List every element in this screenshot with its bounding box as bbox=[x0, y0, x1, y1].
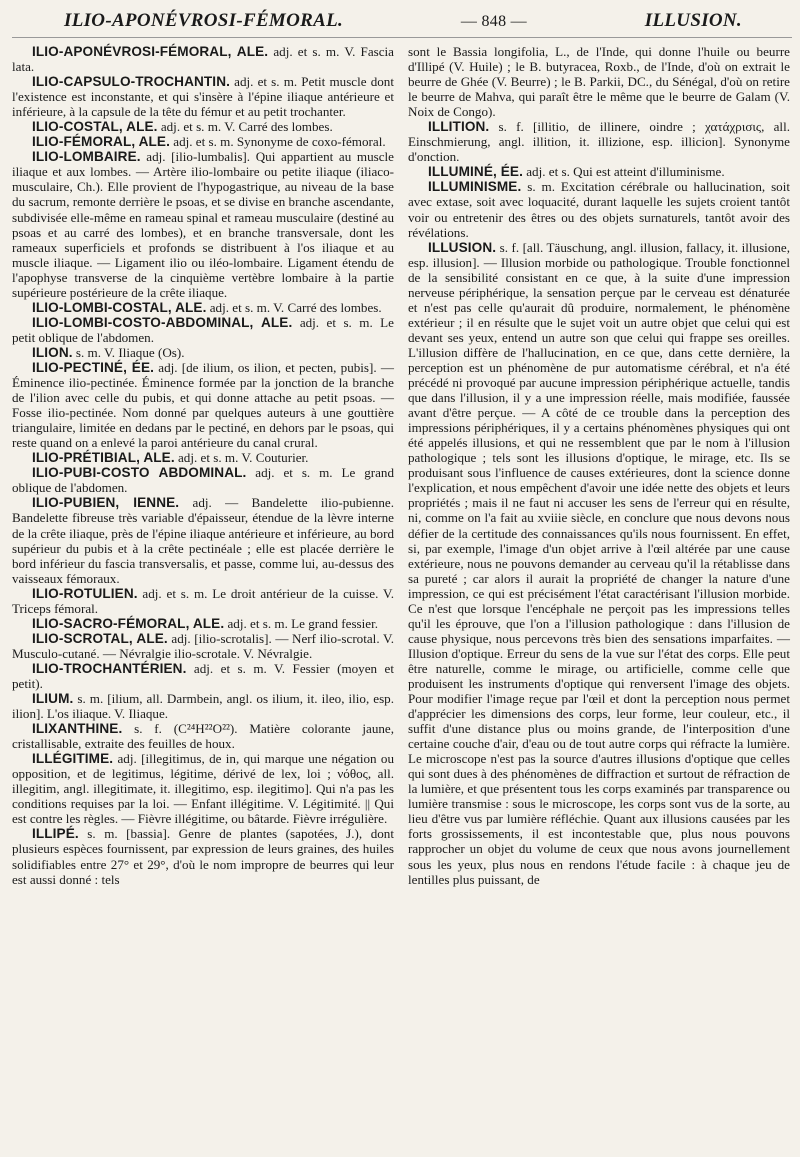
dictionary-entry bbox=[12, 450, 394, 465]
dictionary-entry bbox=[408, 44, 790, 119]
dictionary-entry bbox=[408, 240, 790, 887]
dictionary-entry bbox=[12, 300, 394, 315]
dictionary-entry bbox=[12, 751, 394, 826]
header-left-title: ILIO-APONÉVROSI-FÉMORAL. bbox=[64, 10, 344, 31]
entry-headword: ILLUMINISME. bbox=[428, 179, 522, 195]
entry-headword: ILIO-PRÉTIBIAL, ALE. bbox=[32, 450, 175, 466]
entry-text: adj. [de ilium, os ilion, et pecten, pubis]. — Éminence ilio-pectinée. Éminence formée par la jonction de la branche de l'ilion avec celle du pubis, et qui donne attache au petit psoas. — Fosse ilio-pectinée. Nom donné par quelques auteurs à une gouttière triangulaire, limitée en dedans par le pectiné, en dehors par le psoas, qui reste quand on a enlevé la paroi antérieure du canal crural. bbox=[12, 359, 394, 451]
dictionary-entry bbox=[12, 119, 394, 134]
dictionary-entry bbox=[12, 691, 394, 721]
entry-text: adj. et s. m. V. Carré des lombes. bbox=[206, 299, 382, 315]
entry-text: s. f. [illitio, de illinere, oindre ; χατάχρισις, all. Einschmierung, angl. illition, it. illizione, esp. illicion]. Synonyme d'onction. bbox=[408, 119, 790, 165]
entry-headword: ILIO-SCROTAL, ALE. bbox=[32, 630, 168, 646]
dictionary-entry bbox=[408, 179, 790, 239]
entry-text: adj. [illegitimus, de in, qui marque une négation ou opposition, et de legitimus, légitime, dérivé de lex, loi ; νόθος, all. illegitim, angl. illegitimate, it. illegitimo, esp. ilegitimo]. Qui n'a pas les conditions requises par la loi. — Enfant illégitime. V. Légitimité. || Qui est contre les règles. — Fièvre illégitime, ou bâtarde. Fièvre irrégulière. bbox=[12, 751, 394, 827]
entry-text: s. m. V. Iliaque (Os). bbox=[72, 344, 185, 360]
dictionary-entry bbox=[12, 149, 394, 299]
text-columns bbox=[12, 44, 792, 887]
entry-text: adj. et s. m. V. Fessier (moyen et petit). bbox=[12, 660, 394, 691]
entry-text: s. m. Excitation cérébrale ou hallucination, soit avec extase, soit avec loquacité, durant laquelle les sujets croient tantôt voir ou entretenir des êtres ou des objets surnaturels, tantôt avoir des révélations. bbox=[408, 179, 790, 240]
header-right-title: ILLUSION. bbox=[644, 10, 742, 31]
entry-text: s. m. [ilium, all. Darmbein, angl. os ilium, it. ileo, ilio, esp. ilion]. L'os iliaque. V. Iliaque. bbox=[12, 691, 394, 722]
entry-headword: ILLIPÉ. bbox=[32, 826, 79, 842]
dictionary-entry bbox=[12, 360, 394, 450]
entry-headword: ILLITION. bbox=[428, 119, 490, 135]
entry-text: adj. et s. m. V. Carré des lombes. bbox=[157, 119, 333, 135]
entry-text: adj. et s. Qui est atteint d'illuminisme. bbox=[522, 164, 725, 180]
entry-headword: ILIO-COSTAL, ALE. bbox=[32, 119, 158, 135]
dictionary-entry bbox=[12, 826, 394, 886]
entry-text: s. f. (C²⁴H²²O²²). Matière colorante jaune, cristallisable, extraite des feuilles de houx. bbox=[12, 721, 394, 752]
dictionary-entry bbox=[12, 345, 394, 360]
entry-headword: ILIO-LOMBAIRE. bbox=[32, 149, 141, 165]
entry-text: s. m. [bassia]. Genre de plantes (sapotées, J.), dont plusieurs espèces fournissent, par expression de leurs graines, des huiles solidifiables entre 27° et 29°, d'où le nom impropre de beurres qui leur est aussi donné : tels bbox=[12, 826, 394, 887]
entry-headword: ILIO-PUBI-COSTO ABDOMINAL. bbox=[32, 465, 247, 481]
entry-text: adj. et s. m. Le grand oblique de l'abdomen. bbox=[12, 465, 395, 496]
entry-text: s. f. [all. Täuschung, angl. illusion, fallacy, it. illusione, esp. illusion]. — Illusion morbide ou pathologique. Trouble fonctionnel de la sensibilité consistant en ce que, à la suite d'une impression nerveuse périphérique, la sensation perçue par le cerveau est dénaturée et n'est pas celle qu'aurait dû produire, normalement, le phénomène extérieur ; il en résulte que le sujet voit un autre objet que celui qui est devant ses yeux, entend un autre son que celui qui frappe ses oreilles. L'illusion diffère de l'hallucination, en ce que, dans cette dernière, la perception est un phénomène de pur automatisme cérébral, et n'a été précédé ni provoqué par aucune impression périphérique actuelle, tandis que dans l'illusion, il y a une impression réelle, mais modifiée, faussée avant d'être perçue. — A côté de ce trouble dans la perception des impressions périphériques, il y a certains phénomènes physiques qui ont été appelés illusions, et qui ne ressemblent que par le nom à l'illusion pathologique ; tels sont les illusions d'optique, le mirage, etc. Ils se produisant sous l'influence de causes extérieures, dont la science donne l'explication, et nous empêchent d'avoir une idée nette des objets et leurs propriétés ; mais il ne faut ni accuser les sens de l'erreur qui en résulte, ni, comme on l'a fait au xviiie siècle, en conclure que nous devons nous défier de la certitude des connaissances qu'ils nous fournissent. En effet, si, par exemple, l'image d'un objet arrive à l'œil altérée par une cause extérieure, nous ne pouvons demander au cerveau qu'il la rétablisse dans sa pureté ; car alors il aurait la propriété de changer la nature d'une impression, ce qui est précisément l'état caractérisant l'illusion morbide. Ce n'est que lorsque l'encéphale ne perçoit pas les impressions telles qu'il les éprouve, que l'on a l'illusion pathologique : dans l'illusion de cause physique, nous percevons très bien des sensations imparfaites. — Illusion d'optique. Erreur du sens de la vue sur l'état des corps. Elle peut être naturelle, comme le mirage, ou artificielle, comme celle que produisent les instruments d'optique qui renversent l'image des objets. Pour modifier l'image reçue par l'œil et dont la perception nous permet d'apprécier les dimensions des corps, leur forme, leur couleur, etc., il suffit d'une distance plus ou moins grande, de l'interposition d'une certaine couche d'air, d'eau ou de tout autre corps qui réfracte la lumière. Le microscope n'est pas la source d'autres illusions d'optique que celles qui sont dues à des phénomènes de diffraction et surtout de réfraction de la lumière, et que présentent tous les corps examinés par transparence ou lumière transmise : sous le microscope, les corps sont vus de la sorte, au lieu d'être vus par lumière réfléchie. Quant aux illusions causées par les forts grossissements, il est incontestable que, plus nous pouvons rapprocher un objet du volume de ceux que nous avons journellement sous les yeux, plus nous en rendons l'étude facile : à chaque jeu de lentilles plus puissant, de bbox=[408, 239, 790, 887]
dictionary-entry bbox=[12, 134, 394, 149]
entry-text: adj. et s. m. Synonyme de coxo-fémoral. bbox=[169, 134, 386, 150]
entry-text: adj. et s. m. Le petit oblique de l'abdomen. bbox=[12, 314, 394, 345]
entry-headword: ILLUSION. bbox=[428, 239, 497, 255]
dictionary-entry bbox=[12, 44, 394, 74]
entry-text: adj. et s. m. Le droit antérieur de la cuisse. V. Triceps fémoral. bbox=[12, 585, 394, 616]
dictionary-entry bbox=[12, 586, 394, 616]
page-number: — 848 — bbox=[460, 13, 527, 30]
right-column bbox=[408, 44, 790, 887]
dictionary-entry bbox=[408, 119, 790, 164]
dictionary-entry bbox=[12, 631, 394, 661]
entry-headword: ILIO-LOMBI-COSTAL, ALE. bbox=[32, 299, 207, 315]
dictionary-entry bbox=[408, 164, 790, 179]
entry-text: adj. et s. m. Petit muscle dont l'existence est inconstante, et qui s'insère à l'épine iliaque antérieure et inférieure, à la capsule de la tête du fémur et au petit trochanter. bbox=[12, 74, 394, 120]
entry-headword: ILIO-CAPSULO-TROCHANTIN. bbox=[32, 74, 230, 90]
dictionary-entry bbox=[12, 495, 394, 585]
entry-text: adj. [ilio-lumbalis]. Qui appartient au muscle iliaque et aux lombes. — Artère ilio-lombaire ou petite iliaque (iliaco-musculaire, Ch.). Elle provient de l'hypogastrique, au niveau de la base du sacrum, remonte derrière le psoas, et se divise en branche ascendante, subdivisée elle-même en rameau spinal et rameau musculaire (destiné au psoas et au carré des lombes), et en branche transversale, dont les rameaux superficiels et profonds se distribuent à l'os iliaque et au muscle iliaque. — Ligament ilio ou iléo-lombaire. Ligament étendu de l'apophyse transverse de la cinquième vertèbre lombaire à la partie supérieure postérieure de la crête iliaque. bbox=[12, 149, 394, 300]
entry-headword: ILLUMINÉ, ÉE. bbox=[428, 164, 523, 180]
entry-text: adj. et s. m. V. Fascia lata. bbox=[12, 44, 394, 75]
entry-headword: ILIO-SACRO-FÉMORAL, ALE. bbox=[32, 615, 225, 631]
entry-headword: ILIO-FÉMORAL, ALE. bbox=[32, 134, 170, 150]
dictionary-entry bbox=[12, 74, 394, 119]
entry-text: adj. et s. m. V. Couturier. bbox=[174, 450, 309, 466]
entry-text: sont le Bassia longifolia, L., de l'Inde, qui donne l'huile ou beurre d'Illipé (V. Huile) ; le B. butyracea, Roxb., de l'Inde, d'où on extrait le beurre de Ghée (V. Beurre) ; le B. Parkii, DC., du Sénégal, d'où on retire le beurre de Mahva, qui paraît être le même que le beurre de Galam (V. Noix de Congo). bbox=[408, 44, 790, 120]
entry-headword: ILIUM. bbox=[32, 691, 74, 707]
running-header bbox=[12, 10, 792, 38]
dictionary-entry bbox=[12, 315, 394, 345]
entry-headword: ILIO-PECTINÉ, ÉE. bbox=[32, 359, 155, 375]
entry-text: adj. [ilio-scrotalis]. — Nerf ilio-scrotal. V. Musculo-cutané. — Névralgie ilio-scrotale. V. Névralgie. bbox=[12, 630, 394, 661]
entry-headword: ILIO-ROTULIEN. bbox=[32, 585, 138, 601]
dictionary-entry bbox=[12, 721, 394, 751]
entry-headword: ILLÉGITIME. bbox=[32, 751, 114, 767]
entry-headword: ILIO-APONÉVROSI-FÉMORAL, ALE. bbox=[32, 44, 269, 59]
dictionary-entry bbox=[12, 616, 394, 631]
entry-headword: ILIO-PUBIEN, IENNE. bbox=[32, 495, 180, 511]
entry-headword: ILIO-LOMBI-COSTO-ABDOMINAL, ALE. bbox=[32, 314, 293, 330]
entry-text: adj. et s. m. Le grand fessier. bbox=[224, 615, 379, 631]
dictionary-entry bbox=[12, 661, 394, 691]
entry-headword: ILIO-TROCHANTÉRIEN. bbox=[32, 660, 187, 676]
entry-headword: ILION. bbox=[32, 344, 73, 360]
dictionary-entry bbox=[12, 465, 394, 495]
entry-headword: ILIXANTHINE. bbox=[32, 721, 123, 737]
entry-text: adj. — Bandelette ilio-pubienne. Bandelette fibreuse très variable d'épaisseur, étendue de la lèvre interne de la crête iliaque, près de l'épine iliaque antérieure et inférieure, au bord supérieur du pubis et à la crête pectinéale ; elle est placée derrière le bord inférieur du fascia transversalis, et passe, comme lui, au-dessus des vaisseaux fémoraux. bbox=[12, 495, 394, 586]
left-column bbox=[12, 44, 394, 887]
